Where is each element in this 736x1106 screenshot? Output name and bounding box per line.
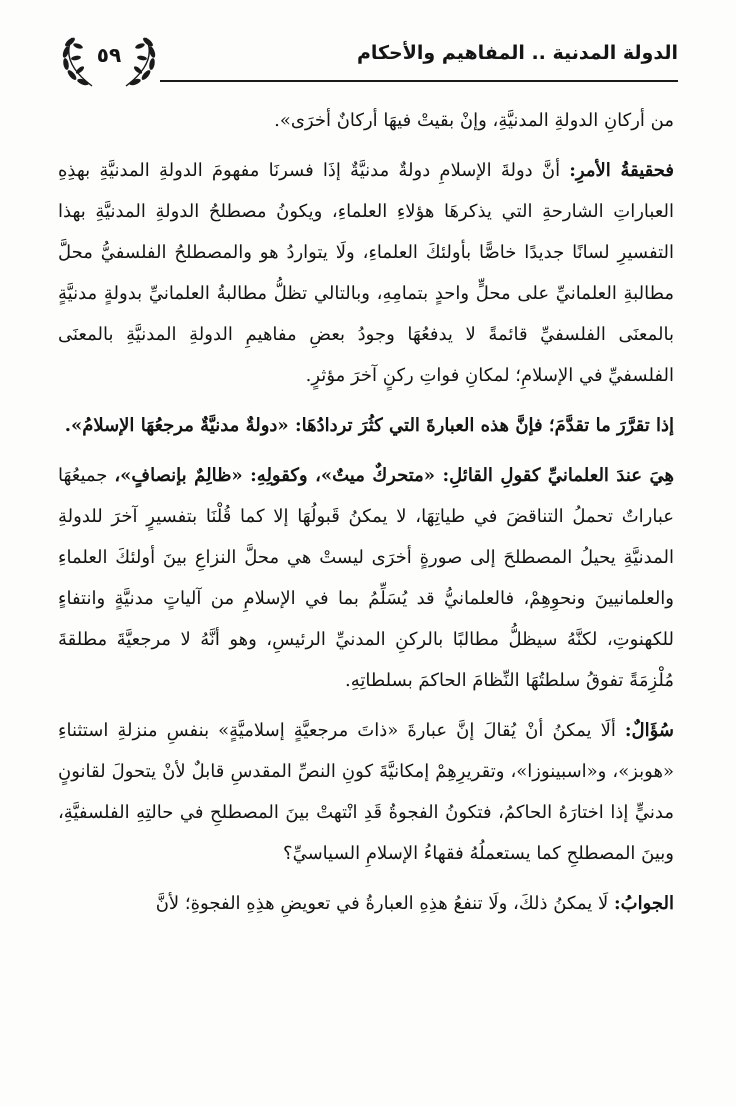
paragraph-lead: فحقيقةُ الأمرِ: <box>569 160 674 181</box>
running-title: الدولة المدنية .. المفاهيم والأحكام <box>356 42 678 64</box>
paragraph-text: «دولةٌ مدنيَّةٌ مرجعُهَا الإسلامُ». <box>64 415 295 436</box>
paragraph <box>58 100 674 141</box>
paragraph-text: لَا يمكنُ ذلكَ، ولَا تنفعُ هذِهِ العبارةُ في تعويضِ هذِهِ الفجوةِ؛ لأنَّ <box>155 893 614 914</box>
paragraph <box>58 150 674 396</box>
paragraph-text: من أركانِ الدولةِ المدنيَّةِ، وإنْ بقيتْ فيهَا أركانٌ أخرَى». <box>274 110 674 131</box>
paragraph-lead: هِيَ عندَ العلمانيِّ كقولِ القائلِ: «متحركٌ ميتٌ»، وكقولِهِ: «ظالِمٌ بإنصافٍ»، <box>114 465 674 486</box>
page-number: ٥٩ <box>96 43 122 67</box>
header-rule <box>160 80 678 82</box>
paragraph <box>58 883 674 924</box>
paragraph <box>58 405 674 446</box>
paragraph-lead: الجوابُ: <box>614 893 674 914</box>
paragraph-lead: إذا تقرَّرَ ما تقدَّمَ؛ فإنَّ هذه العبارةَ التي كثُرَ تردادُهَا: <box>294 415 674 436</box>
paragraph <box>58 710 674 874</box>
paragraph-text: جميعُهَا عباراتٌ تحملُ التناقضَ في طياتِهَا، لا يمكنُ قَبولُهَا إلا كما قُلْنَا بتفسيرٍ آخرَ للدولةِ المدنيَّةِ يحيلُ المصطلحَ إلى صورةٍ أخرَى ليستْ هي محلَّ النزاعِ بينَ أولئكَ العلماءِ والعلمانيينَ ونحوِهِمْ، فالعلمانيُّ قد يُسَلِّمُ بما في الإسلامِ من آلياتٍ مدنيَّةٍ وانتفاءٍ للكهنوتِ، لكنَّهُ سيظلُّ مطالبًا بالركنِ المدنيِّ الرئيسِ، وهو أنَّهُ لا مرجعيَّةَ مطلقةَ مُلْزِمَةً تفوقُ سلطتُهَا النِّظامَ الحاكمَ بسلطاتِهِ. <box>58 465 674 691</box>
paragraph-text: أنَّ دولةَ الإسلامِ دولةٌ مدنيَّةٌ إذَا فسرنَا مفهومَ الدولةِ المدنيَّةِ بهذِهِ العباراتِ الشارحةِ التي يذكرهَا هؤلاءِ العلماءِ، ويكونُ مصطلحُ الدولةِ المدنيَّةِ بهذا التفسيرِ لسانًا جديدًا خاصًّا بأولئكَ العلماءِ، ولَا يتواردُ هو والمصطلحُ الفلسفيُّ محلَّ مطالبةِ العلمانيِّ على محلٍّ واحدٍ بتمامِهِ، وبالتالي تظلُّ مطالبةُ العلمانيِّ بدولةٍ مدنيَّةٍ بالمعنَى الفلسفيِّ قائمةً لا يدفعُهَا وجودُ بعضِ مفاهيمِ الدولةِ المدنيَّةِ بالمعنَى الفلسفيِّ في الإسلامِ؛ لمكانِ فواتِ ركنٍ آخرَ مؤثرٍ. <box>58 160 674 386</box>
page-body <box>58 100 674 933</box>
paragraph-lead: سُؤَالٌ: <box>624 720 674 741</box>
page-number-wreath <box>58 28 160 92</box>
paragraph-text: ألَا يمكنُ أنْ يُقالَ إنَّ عبارةَ «ذاتَ مرجعيَّةٍ إسلاميَّةٍ» بنفسِ منزلةِ استثناءِ «هوبز»، و«اسبينوزا»، وتقريرِهِمْ إمكانيَّةَ كونِ النصِّ المقدسِ قابلٌ لأنْ يتحولَ لقانونٍ مدنيٍّ إذا اختارَهُ الحاكمُ، فتكونُ الفجوةُ قَدِ انْتهتْ بينَ المصطلحِ في حالتِهِ الفلسفيَّةِ، وبينَ المصطلحِ كما يستعملُهُ فقهاءُ الإسلامِ السياسيِّ؟ <box>58 720 674 864</box>
page-header <box>58 28 678 88</box>
paragraph <box>58 455 674 701</box>
